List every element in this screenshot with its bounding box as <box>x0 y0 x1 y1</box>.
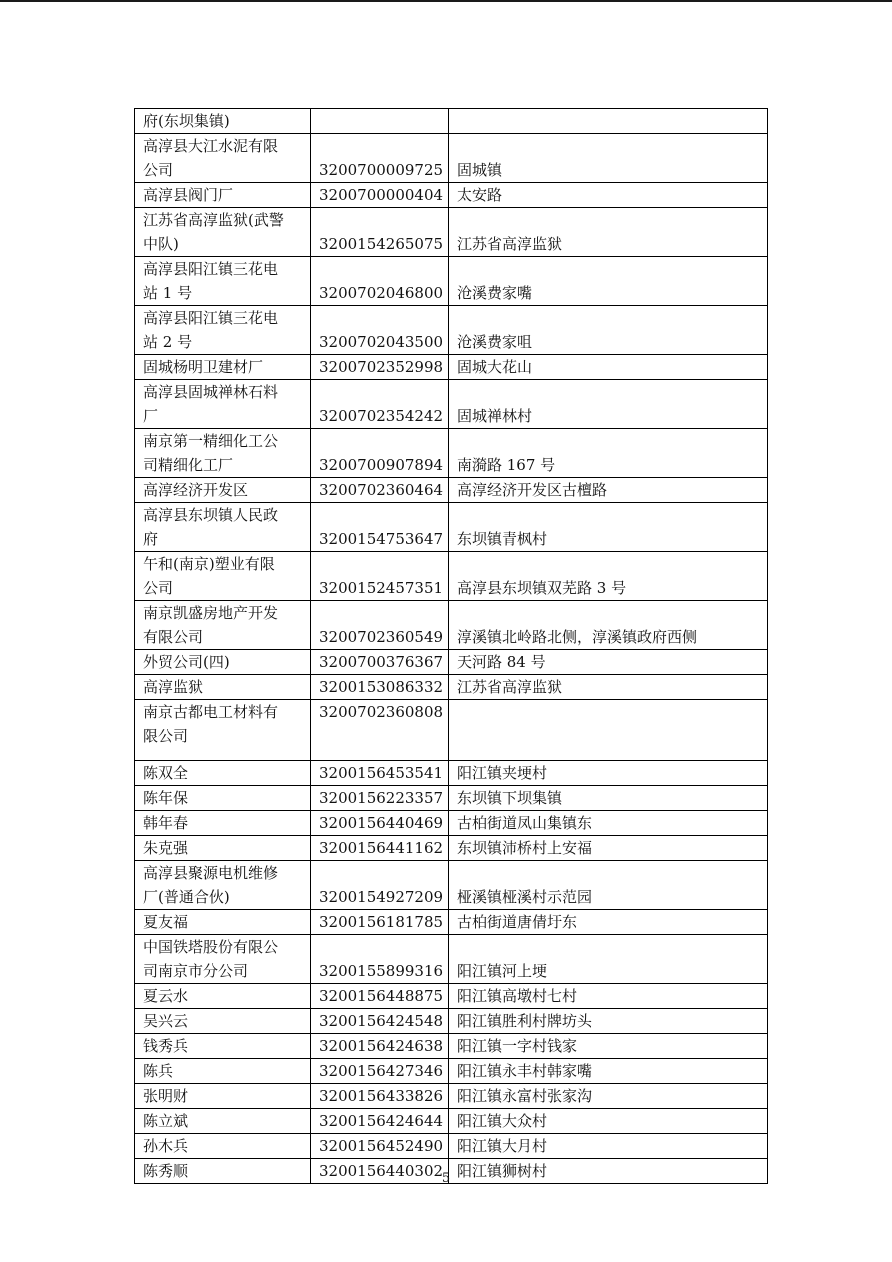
table-row <box>135 552 768 601</box>
unit-name-cell: 陈立斌 <box>135 1109 311 1134</box>
address-cell: 阳江镇永富村张家沟 <box>449 1084 768 1109</box>
unit-name-cell: 高淳县大江水泥有限 公司 <box>135 134 311 183</box>
registration-code-cell: 3200156441162 <box>311 836 449 861</box>
table-row <box>135 1034 768 1059</box>
address-cell: 高淳经济开发区古檀路 <box>449 478 768 503</box>
table-row <box>135 601 768 650</box>
address-cell: 天河路 84 号 <box>449 650 768 675</box>
address-cell: 沧溪费家咀 <box>449 306 768 355</box>
registration-code-cell: 3200153086332 <box>311 675 449 700</box>
address-cell: 古柏街道唐倩圩东 <box>449 910 768 935</box>
registration-code-cell: 3200156440469 <box>311 811 449 836</box>
registration-code-cell: 3200702046800 <box>311 257 449 306</box>
address-cell: 阳江镇胜利村牌坊头 <box>449 1009 768 1034</box>
unit-name-cell: 府(东坝集镇) <box>135 109 311 134</box>
address-cell: 淳溪镇北岭路北侧，淳溪镇政府西侧 <box>449 601 768 650</box>
unit-name-cell: 吴兴云 <box>135 1009 311 1034</box>
registration-code-cell: 3200702360808 <box>311 700 449 761</box>
table-row <box>135 811 768 836</box>
unit-name-cell: 夏友福 <box>135 910 311 935</box>
table-row <box>135 836 768 861</box>
registration-code-cell: 3200156424638 <box>311 1034 449 1059</box>
address-cell: 太安路 <box>449 183 768 208</box>
registration-code-cell: 3200702352998 <box>311 355 449 380</box>
table-row <box>135 109 768 134</box>
registration-code-cell: 3200156424644 <box>311 1109 449 1134</box>
registration-code-cell: 3200155899316 <box>311 935 449 984</box>
address-cell: 固城禅林村 <box>449 380 768 429</box>
unit-name-cell: 韩年春 <box>135 811 311 836</box>
registration-code-cell: 3200156452490 <box>311 1134 449 1159</box>
unit-name-cell: 高淳经济开发区 <box>135 478 311 503</box>
address-cell: 东坝镇沛桥村上安福 <box>449 836 768 861</box>
unit-name-cell: 陈兵 <box>135 1059 311 1084</box>
table-row <box>135 675 768 700</box>
registration-code-cell: 3200154753647 <box>311 503 449 552</box>
unit-name-cell: 江苏省高淳监狱(武警 中队) <box>135 208 311 257</box>
table-row <box>135 306 768 355</box>
table-row <box>135 134 768 183</box>
address-cell: 阳江镇夹埂村 <box>449 761 768 786</box>
registration-code-cell: 3200156427346 <box>311 1059 449 1084</box>
address-cell: 固城镇 <box>449 134 768 183</box>
table-row <box>135 478 768 503</box>
address-cell: 高淳县东坝镇双芜路 3 号 <box>449 552 768 601</box>
page-number: 5 <box>441 1171 451 1186</box>
unit-name-cell: 高淳监狱 <box>135 675 311 700</box>
unit-name-cell: 陈双全 <box>135 761 311 786</box>
table-row <box>135 861 768 910</box>
unit-name-cell: 张明财 <box>135 1084 311 1109</box>
address-cell <box>449 700 768 761</box>
unit-name-cell: 固城杨明卫建材厂 <box>135 355 311 380</box>
address-cell: 江苏省高淳监狱 <box>449 208 768 257</box>
unit-name-cell: 南京凯盛房地产开发 有限公司 <box>135 601 311 650</box>
table-row <box>135 1109 768 1134</box>
address-cell: 沧溪费家嘴 <box>449 257 768 306</box>
address-cell <box>449 109 768 134</box>
registration-code-cell: 3200156448875 <box>311 984 449 1009</box>
unit-name-cell: 高淳县阳江镇三花电 站 1 号 <box>135 257 311 306</box>
unit-name-cell: 午和(南京)塑业有限 公司 <box>135 552 311 601</box>
table-row <box>135 257 768 306</box>
address-cell: 南漪路 167 号 <box>449 429 768 478</box>
registration-code-cell: 3200700009725 <box>311 134 449 183</box>
table-row <box>135 1059 768 1084</box>
registration-code-cell: 3200156453541 <box>311 761 449 786</box>
address-cell: 阳江镇大月村 <box>449 1134 768 1159</box>
registration-code-cell: 3200700907894 <box>311 429 449 478</box>
address-cell: 阳江镇狮树村 <box>449 1159 768 1184</box>
unit-name-cell: 外贸公司(四) <box>135 650 311 675</box>
table-row <box>135 700 768 761</box>
unit-name-cell: 高淳县阳江镇三花电 站 2 号 <box>135 306 311 355</box>
registration-code-cell: 3200156223357 <box>311 786 449 811</box>
table-row <box>135 183 768 208</box>
registration-code-cell: 3200156181785 <box>311 910 449 935</box>
registration-code-cell: 3200702360464 <box>311 478 449 503</box>
table-row <box>135 503 768 552</box>
unit-name-cell: 南京第一精细化工公 司精细化工厂 <box>135 429 311 478</box>
unit-name-cell: 高淳县阀门厂 <box>135 183 311 208</box>
registration-code-cell: 3200154265075 <box>311 208 449 257</box>
table-row <box>135 380 768 429</box>
unit-name-cell: 高淳县东坝镇人民政 府 <box>135 503 311 552</box>
address-cell: 阳江镇大众村 <box>449 1109 768 1134</box>
records-table-body <box>135 109 768 1184</box>
unit-name-cell: 陈秀顺 <box>135 1159 311 1184</box>
table-row <box>135 650 768 675</box>
table-row <box>135 1134 768 1159</box>
table-row <box>135 935 768 984</box>
unit-name-cell: 钱秀兵 <box>135 1034 311 1059</box>
table-row <box>135 429 768 478</box>
address-cell: 阳江镇一字村钱家 <box>449 1034 768 1059</box>
address-cell: 东坝镇下坝集镇 <box>449 786 768 811</box>
unit-name-cell: 朱克强 <box>135 836 311 861</box>
unit-name-cell: 夏云水 <box>135 984 311 1009</box>
registration-code-cell: 3200700000404 <box>311 183 449 208</box>
address-cell: 阳江镇永丰村韩家嘴 <box>449 1059 768 1084</box>
table-row <box>135 786 768 811</box>
registration-code-cell: 3200156433826 <box>311 1084 449 1109</box>
registration-code-cell: 3200702354242 <box>311 380 449 429</box>
unit-name-cell: 陈年保 <box>135 786 311 811</box>
address-cell: 阳江镇高墩村七村 <box>449 984 768 1009</box>
unit-name-cell: 高淳县固城禅林石料 厂 <box>135 380 311 429</box>
registration-code-cell: 3200156424548 <box>311 1009 449 1034</box>
address-cell: 固城大花山 <box>449 355 768 380</box>
table-row <box>135 1084 768 1109</box>
unit-name-cell: 高淳县聚源电机维修 厂(普通合伙) <box>135 861 311 910</box>
address-cell: 古柏街道凤山集镇东 <box>449 811 768 836</box>
registration-code-cell: 3200154927209 <box>311 861 449 910</box>
registration-code-cell: 3200152457351 <box>311 552 449 601</box>
top-border-line <box>0 0 892 2</box>
table-row <box>135 208 768 257</box>
table-row <box>135 761 768 786</box>
table-row <box>135 1009 768 1034</box>
unit-name-cell: 孙木兵 <box>135 1134 311 1159</box>
table-row <box>135 910 768 935</box>
address-cell: 桠溪镇桠溪村示范园 <box>449 861 768 910</box>
registration-code-cell: 3200702043500 <box>311 306 449 355</box>
records-table <box>134 108 768 1184</box>
registration-code-cell: 3200702360549 <box>311 601 449 650</box>
registration-code-cell: 3200700376367 <box>311 650 449 675</box>
registration-code-cell: 3200156440302 <box>311 1159 449 1184</box>
address-cell: 江苏省高淳监狱 <box>449 675 768 700</box>
unit-name-cell: 南京古都电工材料有 限公司 <box>135 700 311 761</box>
address-cell: 东坝镇青枫村 <box>449 503 768 552</box>
unit-name-cell: 中国铁塔股份有限公 司南京市分公司 <box>135 935 311 984</box>
table-row <box>135 355 768 380</box>
table-row <box>135 984 768 1009</box>
address-cell: 阳江镇河上埂 <box>449 935 768 984</box>
registration-code-cell <box>311 109 449 134</box>
